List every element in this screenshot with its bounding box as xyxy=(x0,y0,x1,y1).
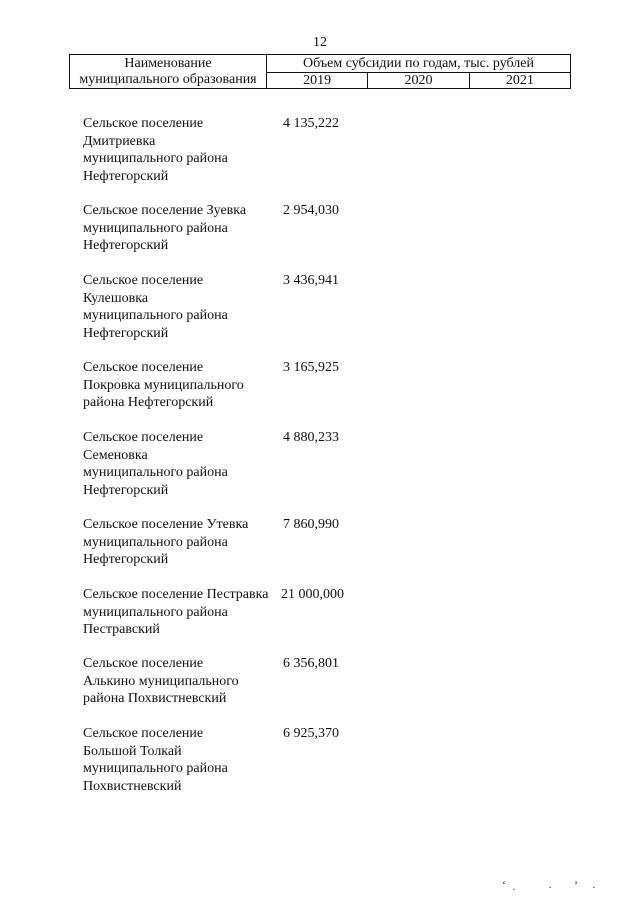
row-value-2019: 6 356,801 xyxy=(283,656,339,671)
header-year-2020: 2020 xyxy=(368,73,469,89)
table-header xyxy=(69,54,571,89)
row-name: Сельское поселение Зуевка муниципального района Нефтегорский xyxy=(83,203,247,253)
scan-speck: · xyxy=(592,880,596,894)
row-value-2019: 21 000,000 xyxy=(281,587,344,602)
table-row xyxy=(83,725,403,795)
row-value-2019: 4 880,233 xyxy=(283,430,339,445)
table-row xyxy=(83,516,403,569)
row-value-2019: 7 860,990 xyxy=(283,517,339,532)
header-year-2019: 2019 xyxy=(267,73,368,89)
table-row xyxy=(83,272,403,342)
row-value-2019: 3 436,941 xyxy=(283,273,339,288)
row-name: Сельское поселение Утевка муниципального района Нефтегорский xyxy=(83,517,249,567)
row-name: Сельское поселение Покровка муниципального района Нефтегорский xyxy=(83,360,244,410)
row-value-2019: 3 165,925 xyxy=(283,360,339,375)
header-name-column: Наименование муниципального образования xyxy=(70,55,267,89)
row-value-2019: 6 925,370 xyxy=(283,726,339,741)
scan-speck: ‘ xyxy=(502,878,506,892)
table-row xyxy=(83,586,401,639)
row-name: Сельское поселение Семеновка муниципального района Нефтегорский xyxy=(83,430,228,498)
scan-speck: ’ xyxy=(574,878,578,892)
row-value-2019: 4 135,222 xyxy=(283,116,339,131)
scan-speck: · xyxy=(548,880,552,894)
row-name: Сельское поселение Дмитриевка муниципального района Нефтегорский xyxy=(83,116,228,184)
table-row xyxy=(83,429,403,499)
header-year-2021: 2021 xyxy=(469,73,570,89)
row-name: Сельское поселение Алькино муниципального района Похвистневский xyxy=(83,656,239,706)
table-row xyxy=(83,202,403,255)
scan-speck: · xyxy=(512,882,516,896)
page-number: 12 xyxy=(313,35,327,50)
table-row xyxy=(83,359,403,412)
row-name: Сельское поселение Кулешовка муниципального района Нефтегорский xyxy=(83,273,228,341)
row-name: Сельское поселение Большой Толкай муниципального района Похвистневский xyxy=(83,726,228,794)
row-value-2019: 2 954,030 xyxy=(283,203,339,218)
header-subsidy-column: Объем субсидии по годам, тыс. рублей xyxy=(267,55,571,73)
table-row xyxy=(83,115,403,185)
row-name: Сельское поселение Пестравка муниципального района Пестравский xyxy=(83,587,269,637)
table-row xyxy=(83,655,403,708)
